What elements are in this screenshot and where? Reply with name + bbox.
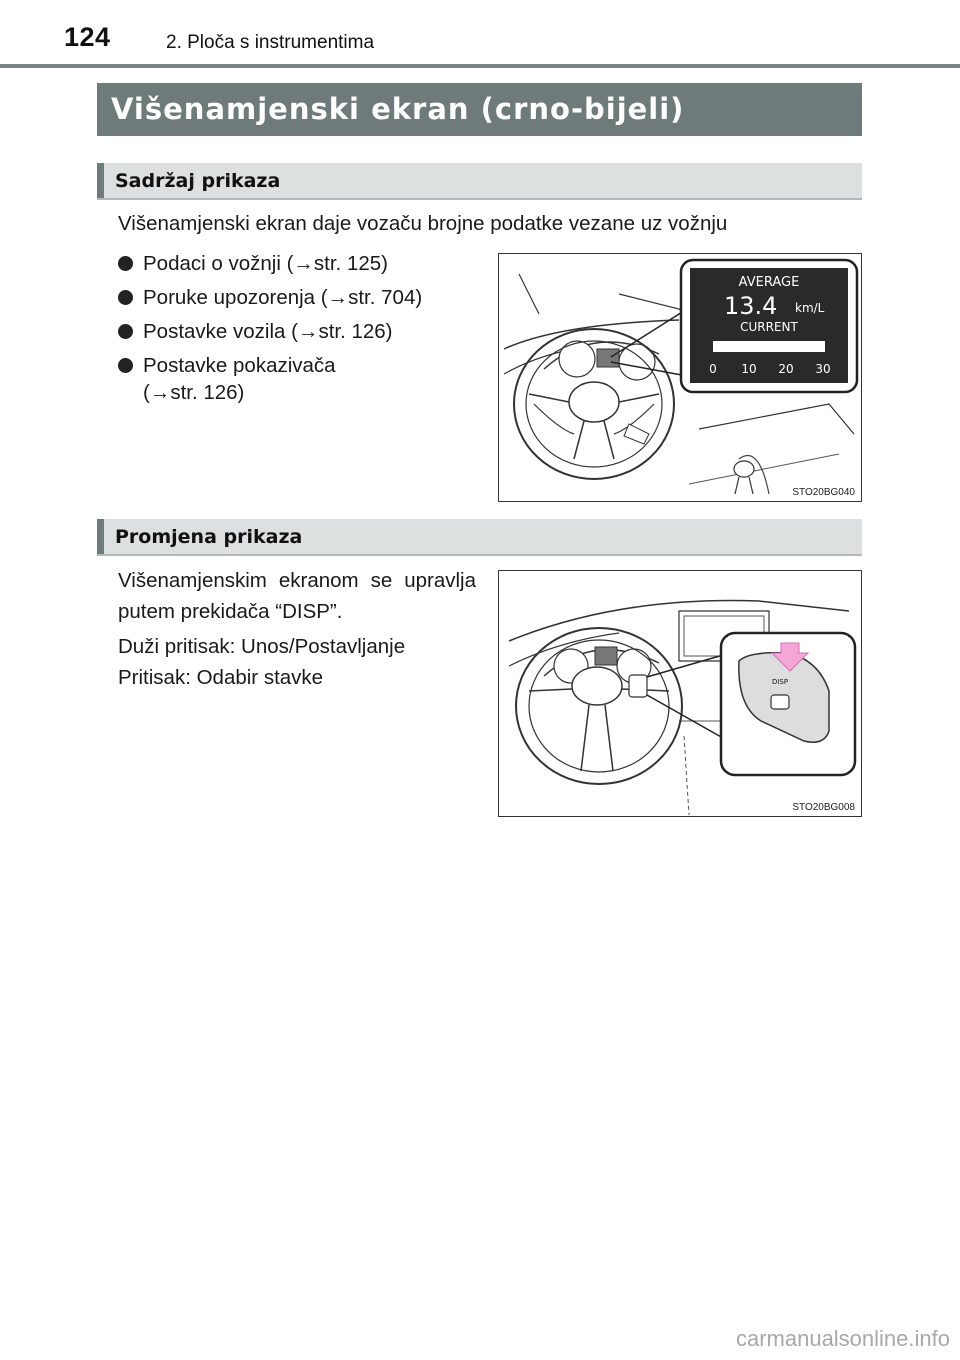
display-scale-tick: 10 bbox=[741, 362, 757, 376]
section-heading-content: Sadržaj prikaza bbox=[97, 163, 862, 200]
display-scale-tick: 0 bbox=[709, 362, 717, 376]
header-rule bbox=[0, 64, 960, 68]
list-item: Postavke vozila (→str. 126) bbox=[118, 318, 478, 345]
page-number: 124 bbox=[64, 22, 111, 52]
figure-display-content bbox=[498, 253, 862, 502]
list-item: Poruke upozorenja (→str. 704) bbox=[118, 284, 478, 311]
bullet-icon bbox=[118, 290, 133, 305]
section-heading-change: Promjena prikaza bbox=[97, 519, 862, 556]
chapter-title: 2. Ploča s instrumentima bbox=[166, 32, 375, 53]
press-short-text: Pritisak: Odabir stavke bbox=[118, 666, 324, 689]
display-label-current: CURRENT bbox=[740, 320, 798, 334]
dashboard-illustration bbox=[499, 254, 860, 500]
paragraph-press bbox=[118, 631, 476, 693]
intro-text: Višenamjenski ekran daje vozaču brojne podatke vezane uz vožnju bbox=[118, 212, 728, 235]
steering-switch-illustration bbox=[499, 571, 860, 815]
display-bar bbox=[713, 341, 825, 352]
figure-disp-switch bbox=[498, 570, 862, 817]
watermark: carmanualsonline.info bbox=[735, 1326, 950, 1351]
bullet-icon bbox=[118, 256, 133, 271]
display-value: 13.4 bbox=[724, 292, 778, 320]
page-title: Višenamjenski ekran (crno-bijeli) bbox=[97, 83, 862, 136]
list-item: Postavke pokazivača (→str. 126) bbox=[118, 352, 393, 406]
display-label-average: AVERAGE bbox=[738, 275, 800, 290]
display-scale-tick: 20 bbox=[778, 362, 794, 376]
bullet-icon bbox=[118, 358, 133, 373]
figure-code: STO20BG040 bbox=[792, 487, 855, 498]
display-scale-tick: 30 bbox=[815, 362, 831, 376]
figure-code: STO20BG008 bbox=[792, 802, 855, 813]
list-item: Podaci o vožnji (→str. 125) bbox=[118, 250, 478, 277]
paragraph-disp: Višenamjenskim ekranom se upravlja putem prekidača “DISP”. bbox=[118, 569, 476, 623]
bullet-icon bbox=[118, 324, 133, 339]
disp-button-label: DISP bbox=[771, 678, 789, 686]
press-long-text: Duži pritisak: Unos/Postavljanje bbox=[118, 635, 406, 658]
display-unit: km/L bbox=[795, 301, 825, 315]
bullet-list bbox=[118, 250, 478, 413]
